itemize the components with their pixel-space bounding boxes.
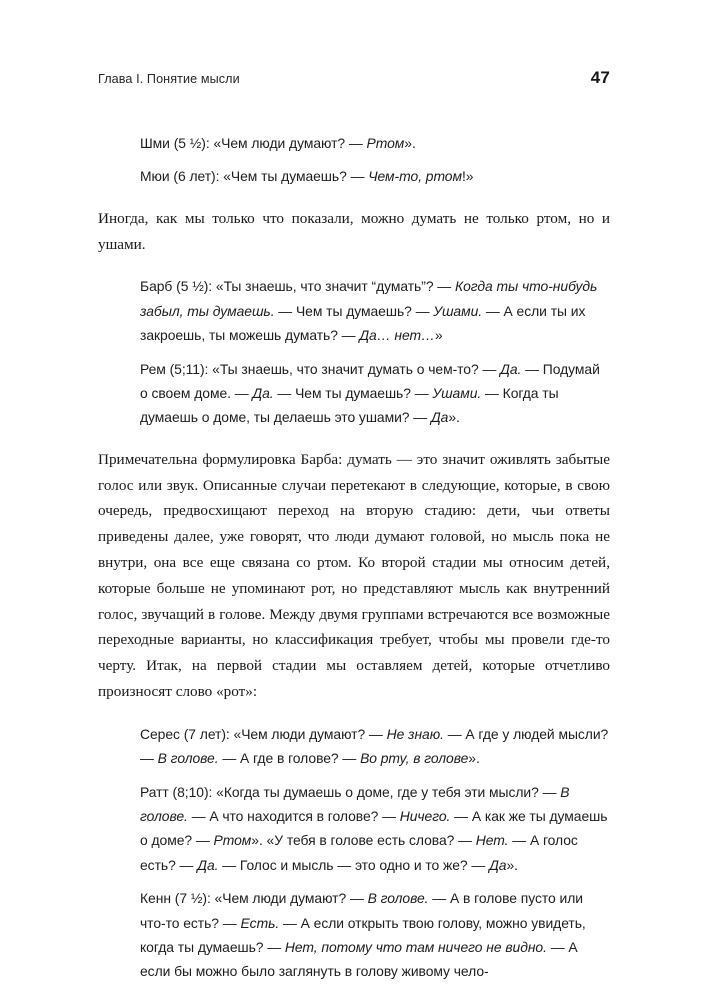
quote-seres bbox=[140, 722, 610, 771]
child-answer: Нет. bbox=[475, 832, 509, 849]
interviewer-text: — А если открыть твою голову, можно увидеть, когда ты думаешь? — bbox=[140, 914, 586, 956]
interviewer-text: ». bbox=[448, 409, 460, 426]
interviewer-text: ». bbox=[404, 135, 416, 151]
child-answer: Да. bbox=[252, 385, 274, 402]
interviewer-text: ». bbox=[506, 856, 518, 873]
interviewer-text: — Когда ты думаешь о доме, ты делаешь это ушами? — bbox=[140, 385, 559, 426]
child-answer: В голове. bbox=[157, 750, 219, 767]
interviewer-text: Серес (7 лет): «Чем люди думают? — bbox=[140, 725, 387, 742]
interviewer-text: — Чем ты думаешь? — bbox=[273, 385, 433, 402]
child-answer: Нет, потому что там ничего не видно. bbox=[284, 939, 547, 956]
page-number: 47 bbox=[590, 68, 610, 87]
quote-barb bbox=[140, 274, 610, 347]
paragraph-intro: Иногда, как мы только что показали, можно думать не только ртом, но и ушами. bbox=[98, 209, 610, 253]
interviewer-text: Рем (5;11): «Ты знаешь, что значит думать о чем-то? — bbox=[140, 360, 501, 377]
child-answer: Ртом bbox=[366, 135, 405, 151]
interviewer-text: — Чем ты думаешь? — bbox=[274, 302, 434, 319]
child-answer: Есть. bbox=[240, 914, 280, 931]
child-answer: Не знаю. bbox=[386, 725, 444, 742]
interviewer-text: — А если бы можно было заглянуть в голову живому чело- bbox=[140, 939, 578, 980]
text-column bbox=[98, 131, 610, 984]
child-answer: Ушами. bbox=[433, 302, 483, 319]
quote-group-2 bbox=[98, 274, 610, 429]
interviewer-text: — Голос и мысль — это одно и то же? — bbox=[218, 856, 490, 873]
interviewer-text: Шми (5 ½): «Чем люди думают? — bbox=[140, 135, 367, 151]
quote-shmi bbox=[140, 131, 610, 155]
interviewer-text: Кенн (7 ½): «Чем люди думают? — bbox=[140, 890, 368, 907]
interviewer-text: ». bbox=[468, 750, 480, 767]
child-answer: Во рту, в голове bbox=[360, 750, 469, 767]
interviewer-text: ». «У тебя в голове есть слова? — bbox=[251, 832, 476, 849]
child-answer: Ртом bbox=[213, 832, 252, 849]
quote-myui bbox=[140, 164, 610, 188]
interviewer-text: — А голос есть? — bbox=[140, 832, 578, 873]
interviewer-text: Барб (5 ½): «Ты знаешь, что значит “думать”? — bbox=[140, 278, 455, 295]
quote-ratt bbox=[140, 780, 610, 878]
interviewer-text: — А как же ты думаешь о доме? — bbox=[140, 808, 608, 849]
chapter-title: Глава I. Понятие мысли bbox=[98, 72, 240, 86]
interviewer-text: — А где у людей мысли? — bbox=[140, 725, 609, 767]
paragraph-main: Примечательна формулировка Барба: думать — это значит оживлять забытые голос или звук. Описанные случаи перетекают в следующие, которые, в свою очередь, предвосхищают переход на вторую стадию: дети, чьи ответы приведены далее, уже говорят, что люди думают головой, но мысль пока не внутри, она все еще связана со ртом. Ко второй стадии мы относим детей, которые больше не упоминают рот, но представляют мысль как внутренний голос, звучащий в голове. Между двумя группами встречаются все возможные переходные варианты, но классификация требует, чтобы мы провели где-то черту. Итак, на первой стадии мы оставляем детей, которые отчетливо произносят слово «рот»: bbox=[98, 450, 610, 701]
child-answer: Да… нет… bbox=[359, 327, 435, 344]
child-answer: Да. bbox=[500, 360, 522, 377]
quote-group-3 bbox=[98, 722, 610, 984]
interviewer-text: — А где в голове? — bbox=[218, 750, 361, 767]
child-answer: Ушами. bbox=[432, 385, 482, 402]
interviewer-text: — А что находится в голове? — bbox=[187, 808, 400, 825]
child-answer: Чем-то, ртом bbox=[368, 168, 462, 185]
child-answer: В голове. bbox=[367, 890, 429, 907]
interviewer-text: » bbox=[434, 327, 443, 344]
child-answer: Когда ты что-нибудь забыл, ты думаешь. bbox=[140, 278, 598, 319]
interviewer-text: — А если ты их закроешь, ты можешь думать? — bbox=[140, 302, 586, 344]
running-head bbox=[98, 68, 610, 88]
child-answer: Ничего. bbox=[399, 808, 451, 825]
quote-rem bbox=[140, 357, 610, 430]
interviewer-text: — Подумай о своем доме. — bbox=[140, 360, 600, 402]
interviewer-text: Ратт (8;10): «Когда ты думаешь о доме, где у тебя эти мысли? — bbox=[140, 783, 561, 800]
interviewer-text: Мюи (6 лет): «Чем ты думаешь? — bbox=[140, 168, 369, 185]
child-answer: В голове. bbox=[140, 783, 570, 825]
child-answer: Да bbox=[489, 856, 507, 873]
child-answer: Да bbox=[430, 409, 449, 426]
interviewer-text: — А в голове пусто или что-то есть? — bbox=[140, 890, 583, 931]
quote-group-1 bbox=[98, 131, 610, 189]
child-answer: Да. bbox=[197, 856, 219, 873]
quote-kenn bbox=[140, 886, 610, 984]
interviewer-text: !» bbox=[461, 168, 474, 185]
